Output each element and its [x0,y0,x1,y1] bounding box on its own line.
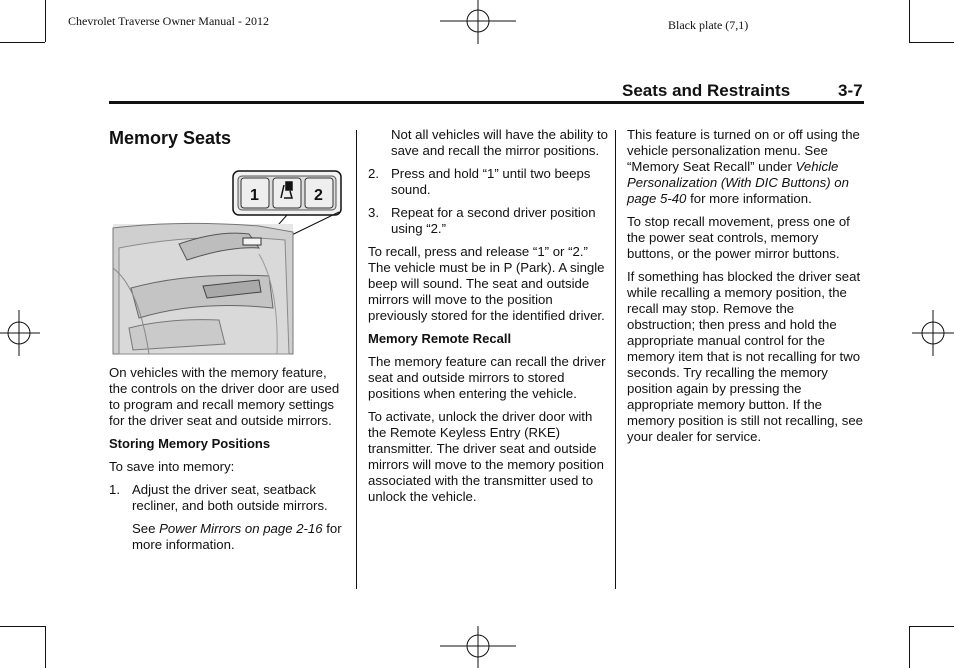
step-text: Repeat for a second driver position using “2.” [391,205,596,236]
feature-suffix: for more information. [686,191,812,206]
registration-mark-top [440,0,516,44]
column-1 [109,365,347,560]
step-number: 3. [368,205,379,220]
power-mirrors-link[interactable]: Power Mirrors on page 2-16 [159,521,323,536]
registration-mark-left [0,310,40,356]
column-3 [627,127,865,452]
crop-mark [45,0,46,42]
mirror-note: Not all vehicles will have the ability to save and recall the mirror positions. [391,127,608,158]
memory-button-1-label: 1 [250,187,259,204]
section-title: Seats and Restraints [622,81,791,100]
crop-mark [909,626,910,668]
step-number: 2. [368,166,379,181]
crop-mark [909,0,910,42]
intro-paragraph: On vehicles with the memory feature, the controls on the driver door are used to program and recall memory settings for the driver seat and outside mirrors. [109,365,340,428]
to-save-text: To save into memory: [109,459,235,474]
step-text: Adjust the driver seat, seatback recliner, and both outside mirrors. [132,482,328,513]
crop-mark [0,42,45,43]
crop-mark [45,626,46,668]
registration-mark-bottom [440,626,516,668]
memory-button-2-label: 2 [314,187,323,204]
registration-mark-right [912,310,954,356]
crop-mark [909,626,954,627]
page-title: Memory Seats [109,128,232,148]
blocked-paragraph: If something has blocked the driver seat while recalling a memory position, the recall may stop. Remove the obstruction; then press and hold the appropriate manual control for the memory item that is not recalling for two seconds. Try recalling the memory position again by pressing the appropriate memory button. If the memory position is still not recalling, see your dealer for service. [627,269,864,444]
step-number: 1. [109,482,120,497]
remote-recall-heading: Memory Remote Recall [368,331,512,346]
memory-seat-illustration [109,168,345,356]
recall-paragraph: To recall, press and release “1” or “2.” The vehicle must be in P (Park). A single beep will sound. The seat and outside mirrors will move to the position previously stored for the identified driver. [368,244,605,323]
stop-recall-paragraph: To stop recall movement, press one of the power seat controls, memory buttons, or the power mirror buttons. [627,214,850,261]
feature-prefix: This feature is turned on or off using the vehicle personalization menu. See “Memory Seat Recall” under [627,127,860,174]
step-1 [109,482,347,514]
remote-recall-paragraph: The memory feature can recall the driver seat and outside mirrors to stored positions when entering the vehicle. [368,354,606,401]
feature-paragraph [627,127,865,207]
manual-title: Chevrolet Traverse Owner Manual - 2012 [68,14,269,28]
page-number: 3-7 [838,81,863,100]
storing-heading: Storing Memory Positions [109,436,271,451]
column-divider [356,130,357,589]
crop-mark [0,626,45,627]
step-2 [368,166,608,198]
see-suffix: for more information. [132,521,342,552]
vehicle-personalization-link[interactable]: Vehicle Personalization (With DIC Buttons) on page 5-40 [627,159,849,206]
activate-paragraph: To activate, unlock the driver door with the Remote Keyless Entry (RKE) transmitter. The driver seat and outside mirrors will move to the memory position associated with the transmitter used to unlock the vehicle. [368,409,604,504]
step-3 [368,205,608,237]
column-divider [615,130,616,589]
see-reference [109,521,347,553]
crop-mark [909,42,954,43]
plate-label: Black plate (7,1) [668,18,749,32]
column-2 [368,127,608,512]
step-text: Press and hold “1” until two beeps sound. [391,166,591,197]
header-rule [109,101,864,104]
see-prefix: See [132,521,160,536]
